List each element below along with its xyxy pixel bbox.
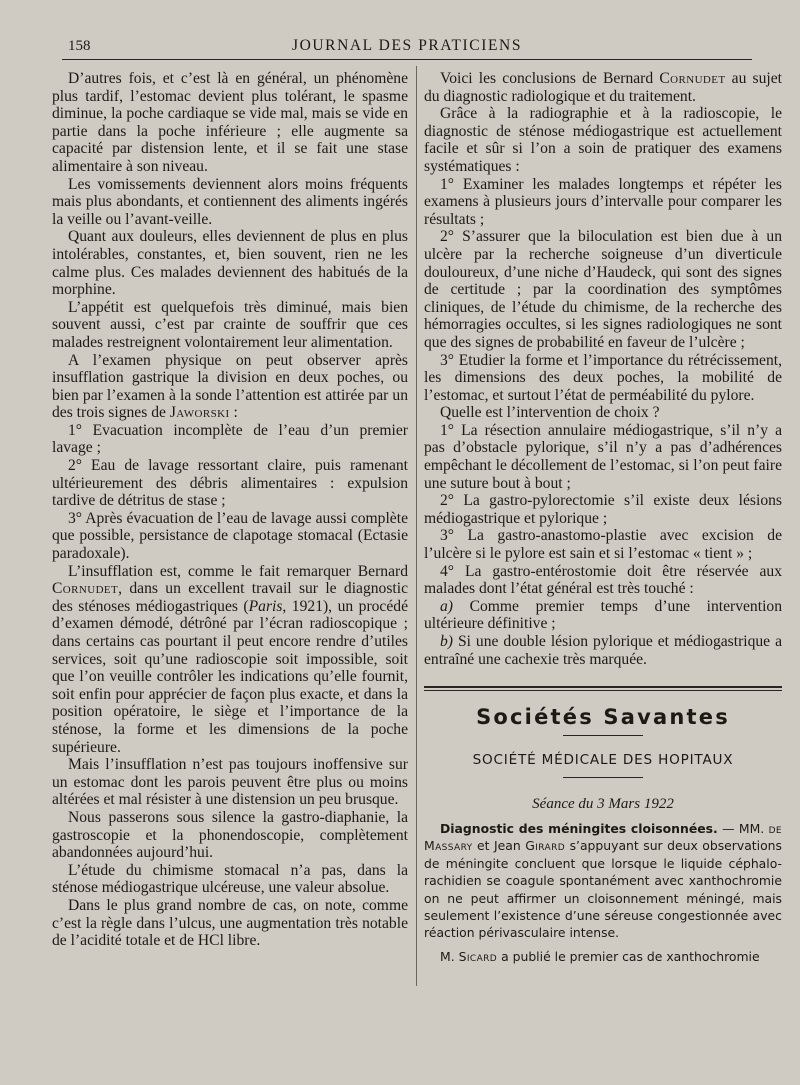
- text-run: :: [229, 404, 238, 422]
- list-item: 3° Après évacuation de l’eau de lavage aussi complète que possible, persistance de clapotage stomacal (Ectasie paradoxale).: [52, 509, 408, 563]
- list-item: [424, 633, 782, 668]
- paragraph: [52, 352, 408, 422]
- list-item: 2° Eau de lavage ressortant claire, puis ramenant ultérieurement des débris alimentaires : expulsion tardive de détritus de stase ;: [52, 457, 408, 510]
- section-rule: [424, 690, 782, 691]
- title-underline: [563, 735, 643, 736]
- text-run: a publié le premier cas de xanthochromie: [497, 948, 760, 964]
- paragraph: Nous passerons sous silence la gastro-diaphanie, la gastroscopie et la phonendoscopie, complètement abandonnées aujourd’hui.: [52, 808, 408, 862]
- page-number: 158: [68, 38, 91, 54]
- paragraph: [52, 563, 408, 757]
- paragraph: Mais l’insufflation n’est pas toujours inoffensive sur un estomac dont les parois peuvent être plus ou moins altérées et mal résister à une distension un peu brusque.: [52, 756, 408, 809]
- list-item: 1° La résection annulaire médiogastrique, s’il n’y a pas d’obstacle pylorique, s’il n’y a pas d’adhérences empêchant le décollement de l’estomac, si l’on peut faire une suture bout à bout ;: [424, 421, 782, 492]
- author-name: de Massary: [424, 820, 783, 854]
- text-run: M.: [440, 948, 459, 964]
- list-item: 3° La gastro-anastomo-plastie avec excision de l’ulcère si le pylore est sain et si l’estomac « tient » ;: [424, 527, 782, 563]
- left-column: [52, 70, 408, 950]
- list-item: 2° S’assurer que la biloculation est bien due à un ulcère par la recherche soigneuse d’un diverticule douloureux, d’une niche d’Haudeck, qui sont des signes de certitude ; par la coordination des symptômes cliniques, de l’étude du chimisme, de la recherche des hémorragies occultes, si les signes radiologiques ne sont que des signes de probabilité en faveur de l’ulcère ;: [424, 228, 782, 351]
- text-run: Comme premier temps d’une intervention ultérieure définitive ;: [424, 597, 782, 633]
- text-run: et Jean: [472, 838, 526, 854]
- section-rule: [424, 686, 782, 688]
- society-underline: [563, 777, 643, 778]
- text-run: A l’examen physique on peut observer après insufflation gastrique la division en deux poches, ou bien par l’examen à la sonde l’attention est attirée par un des trois signes de: [52, 351, 408, 422]
- paragraph: Quant aux douleurs, elles deviennent de plus en plus intolérables, constantes, et, bien souvent, rien ne les calme plus. Ces malades deviennent des habitués de la morphine.: [52, 228, 408, 299]
- right-column: [424, 70, 782, 965]
- paragraph: L’appétit est quelquefois très diminué, mais bien souvent aussi, c’est par crainte de souffrir que ces malades restreignent volontairement leur alimentation.: [52, 298, 408, 351]
- list-item: 1° Evacuation incomplète de l’eau d’un premier lavage ;: [52, 421, 408, 457]
- list-item: 1° Examiner les malades longtemps et répéter les examens à plusieurs jours d’intervalle pour comparer les résultats ;: [424, 175, 782, 228]
- list-item: 3° Etudier la forme et l’importance du rétrécissement, les dimensions des deux poches, la mobilité de l’estomac, et surtout l’état de perméabilité du pylore.: [424, 351, 782, 404]
- paragraph: Dans le plus grand nombre de cas, on note, comme c’est la règle dans l’ulcus, une augmentation très notable de l’acidité totale et de HCl libre.: [52, 896, 408, 950]
- paragraph: L’étude du chimisme stomacal n’a pas, dans la sténose médiogastrique ulcéreuse, une valeur absolue.: [52, 861, 408, 897]
- list-item: 2° La gastro-pylorectomie s’il existe deux lésions médiogastrique et pylorique ;: [424, 492, 782, 527]
- author-name: Cornudet: [659, 70, 726, 87]
- text-run: , dans un excellent travail sur le diagnostic des sténoses médiogastriques (: [52, 580, 408, 615]
- item-label: b): [440, 633, 453, 650]
- author-name: Jaworski: [169, 404, 230, 422]
- author-name: Sicard: [458, 948, 498, 964]
- section-title: Sociétés Savantes: [476, 705, 730, 730]
- paragraph: D’autres fois, et c’est là en général, un phénomène plus tardif, l’estomac devient plus tolérant, le spasme diminue, la poche cardiaque se vide mal, mais se vide en partie dans la poche inférieure ; elle augmente sa capacité par distension lente, et il se fait une stase alimentaire à son niveau.: [52, 70, 408, 175]
- paragraph: [424, 70, 782, 105]
- communication-title: Diagnostic des méningites cloisonnées.: [440, 820, 718, 836]
- society-title: SOCIÉTÉ MÉDICALE DES HOPITAUX: [472, 751, 734, 768]
- item-label: a): [440, 597, 453, 615]
- paragraph: Grâce à la radiographie et à la radioscopie, le diagnostic de sténose médiogastrique est actuellement facile et sûr si l’on a soin de pratiquer des examens systématiques :: [424, 105, 782, 175]
- communication: [424, 948, 782, 965]
- text-run: Si une double lésion pylorique et médiogastrique a entraîné une cachexie très marquée.: [424, 633, 782, 668]
- communication: [424, 820, 782, 942]
- meeting-date: Séance du 3 Mars 1922: [532, 796, 674, 813]
- text-run: s’appuyant sur deux observations de méningite concluent que lorsque le liquide céphalo-rachidien se coagule spontanément avec xanthochromie on ne peut affirmer un cloisonnement méningé, mais seulement l’existence d’une séreuse congestionnée avec réaction périvasculaire intense.: [424, 838, 782, 941]
- author-name: Cornudet: [52, 580, 119, 598]
- text-run: au sujet du diagnostic radiologique et du traitement.: [424, 70, 783, 105]
- list-item: [424, 598, 782, 633]
- column-divider: [416, 66, 417, 986]
- text-run: L’insufflation est, comme le fait remarquer Bernard: [68, 562, 408, 580]
- page-header: [62, 36, 752, 60]
- text-run: , 1921), un procédé d’examen démodé, détrôné par l’écran radioscopique ; dans certains cas pourtant il peut encore rendre d’utiles services, soit qu’une radioscopie soit impossible, soit que l’on veuille contrôler les indications qu’elle fournit, soit enfin pour apprécier de façon plus exacte, et dans la position opératoire, le siège et l’importance de la sténose, la forme et les dimensions de la poche supérieure.: [52, 597, 408, 756]
- paragraph: Les vomissements deviennent alors moins fréquents mais plus abondants, et contiennent des aliments ingérés la veille ou l’avant-veille.: [52, 175, 408, 228]
- text-run: — MM.: [717, 820, 769, 836]
- journal-title: JOURNAL DES PRATICIENS: [291, 37, 523, 54]
- list-item: 4° La gastro-entérostomie doit être réservée aux malades dont l’état général est très touché :: [424, 562, 782, 598]
- author-name: Girard: [525, 838, 566, 854]
- text-run: Voici les conclusions de Bernard: [440, 70, 654, 87]
- paragraph: Quelle est l’intervention de choix ?: [440, 404, 660, 422]
- city-name: Paris: [248, 597, 283, 615]
